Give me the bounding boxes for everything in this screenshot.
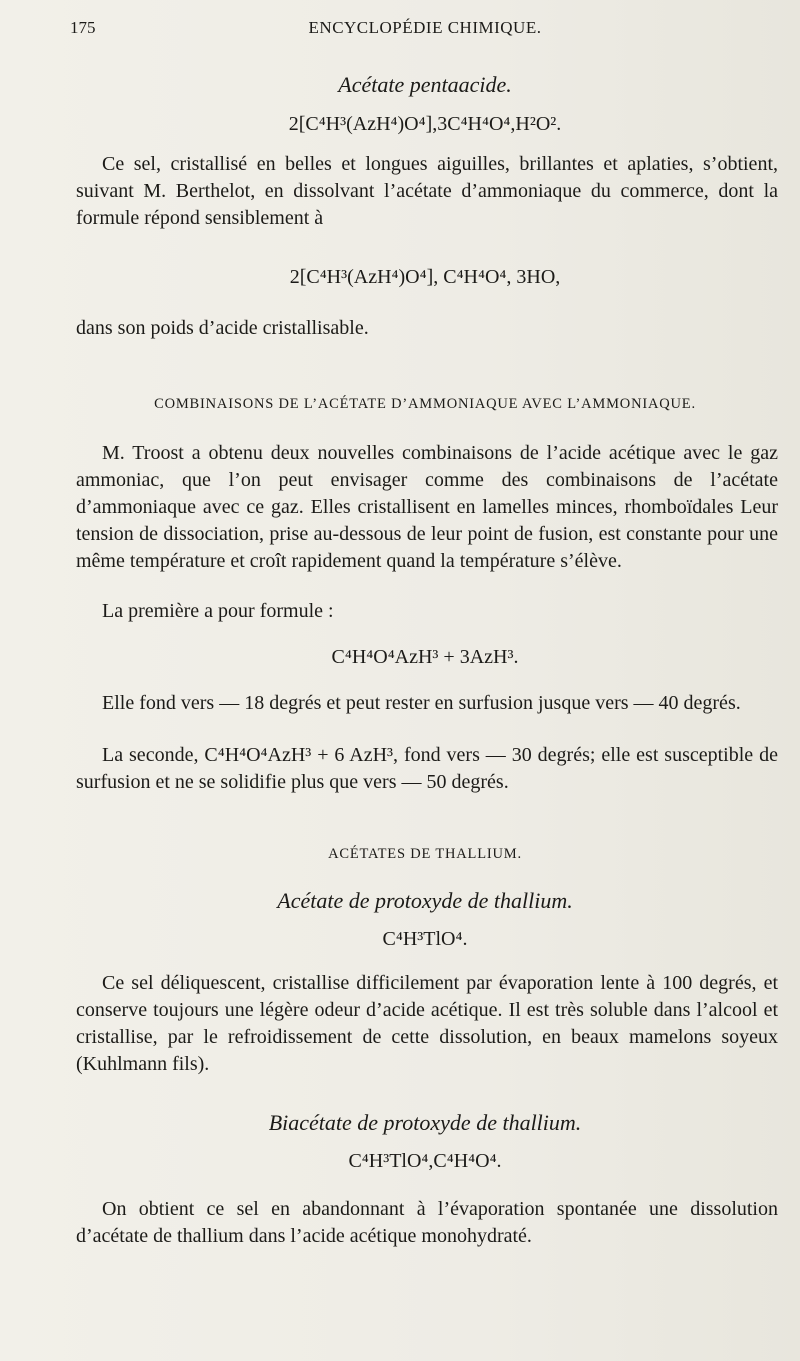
section-title-acetate-pentaacide: Acétate pentaacide. (338, 72, 512, 97)
paragraph-acetate-pentaacide: Ce sel, cristallisé en belles et longues aiguilles, brillantes et aplaties, s’obtient, suivant M. Berthelot, en dissolvant l’acétate d’ammoniaque du commerce, dont la formule répond sensiblement à (76, 153, 778, 229)
paragraph-first-melting: Elle fond vers — 18 degrés et peut rester en surfusion jusque vers — 40 degrés. (102, 692, 741, 714)
page-header (70, 18, 780, 48)
formula-first-combination: C⁴H⁴O⁴AzH³ + 3AzH³. (331, 646, 519, 668)
paragraph-troost: M. Troost a obtenu deux nouvelles combinaisons de l’acide acétique avec le gaz ammoniac, que l’on peut envisager comme des combinaisons de l’acétate d’ammoniaque avec ce gaz. Elles cristallisent en lamelles minces, rhomboïdales Leur tension de dissociation, prise au-dessous de leur point de fusion, est constante pour une même température et croît rapidement quand la température s’élève. (76, 442, 778, 572)
paragraph-acetate-thallium: Ce sel déliquescent, cristallise difficilement par évaporation lente à 100 degrés, et conserve toujours une légère odeur d’acide acétique. Il est très soluble dans l’alcool et cristallise, par le refroidissement de cette dissolution, en beaux mamelons soyeux (Kuhlmann fils). (76, 972, 778, 1075)
page-number: 175 (70, 18, 96, 37)
paragraph-first-formula-intro: La première a pour formule : (102, 600, 334, 622)
formula-acetate-thallium: C⁴H³TlO⁴. (382, 928, 468, 950)
running-head: ENCYCLOPÉDIE CHIMIQUE. (308, 18, 542, 37)
title-biacetate-thallium: Biacétate de protoxyde de thallium. (268, 1110, 582, 1135)
paragraph-biacetate-thallium: On obtient ce sel en abandonnant à l’évaporation spontanée une dissolution d’acétate de thallium dans l’acide acétique monohydraté. (76, 1198, 778, 1247)
section-heading-combinaisons: COMBINAISONS DE L’ACÉTATE D’AMMONIAQUE AVEC L’AMMONIAQUE. (154, 396, 696, 412)
title-acetate-thallium: Acétate de protoxyde de thallium. (277, 888, 573, 913)
paragraph-acetate-pentaacide-end: dans son poids d’acide cristallisable. (76, 317, 369, 339)
formula-biacetate-thallium: C⁴H³TlO⁴,C⁴H⁴O⁴. (348, 1150, 502, 1172)
section-heading-thallium: ACÉTATES DE THALLIUM. (328, 846, 522, 862)
paragraph-second-combination: La seconde, C⁴H⁴O⁴AzH³ + 6 AzH³, fond vers — 30 degrés; elle est susceptible de surfusion et ne se solidifie plus que vers — 50 degrés. (76, 744, 778, 793)
formula-commercial-acetate: 2[C⁴H³(AzH⁴)O⁴], C⁴H⁴O⁴, 3HO, (289, 266, 561, 288)
formula-acetate-pentaacide: 2[C⁴H³(AzH⁴)O⁴],3C⁴H⁴O⁴,H²O². (288, 113, 562, 135)
